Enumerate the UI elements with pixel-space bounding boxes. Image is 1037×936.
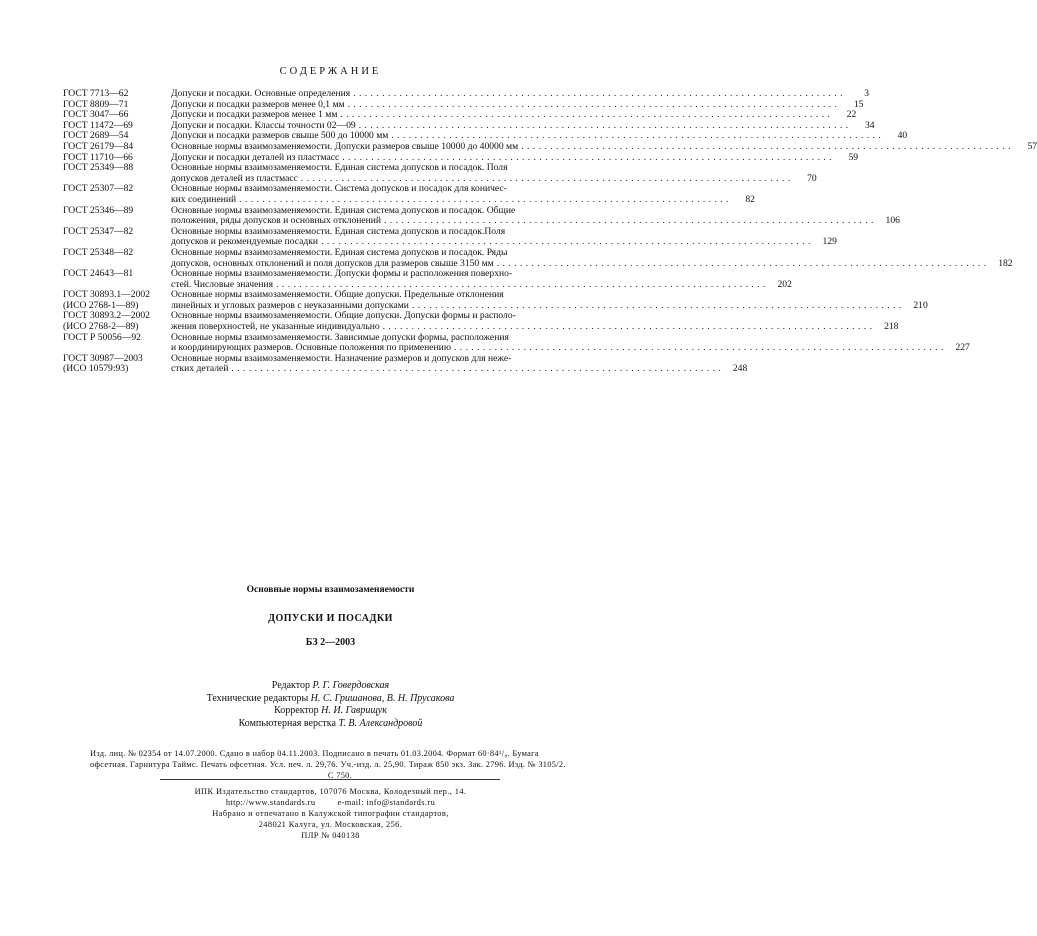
publisher-footer — [0, 786, 661, 841]
toc-entry-title-line: Основные нормы взаимозаменяемости. Допуски формы и расположения поверхно- — [171, 268, 513, 280]
toc-entry-title-line: Основные нормы взаимозаменяемости. Единая система допусков и посадок. Поля — [171, 162, 508, 174]
toc-entry-page[interactable]: 3 — [864, 88, 869, 99]
publisher-contacts — [0, 797, 661, 808]
toc-leader-dots: . . . . . . . . . . . . . . . . . . . . . . . . . . . . . . . . . . . . . . . . . . . . . . . . . . . . . . . . . . . . . . . . . . . . . . . . . . . . . . . . . . . . . — [342, 151, 833, 163]
toc-entry-code: ГОСТ 25347—82 — [63, 225, 134, 237]
toc-entry-page[interactable]: 129 — [822, 236, 837, 248]
toc-entry-code: ГОСТ 25307—82 — [63, 183, 134, 195]
license-number: ПЛР № 040138 — [301, 831, 360, 840]
toc-entry-code: ГОСТ Р 50056—92 — [63, 331, 141, 343]
toc-entry-code: ГОСТ 30893.1—2002 (ИСО 2768-1—89) — [63, 289, 150, 311]
credits — [0, 680, 661, 730]
toc-leader-dots: . . . . . . . . . . . . . . . . . . . . . . . . . . . . . . . . . . . . . . . . . . . . . . . . . . . . . . . . . . . . . . . . . . . . . . . . . . . . . . . . . . . . . — [340, 109, 831, 121]
toc-entry-title: допусков, основных отклонений и поля допусков для размеров свыше 3150 мм — [171, 257, 494, 269]
toc-entry-title: Допуски и посадки размеров менее 0,1 мм — [171, 98, 345, 110]
toc-entry-title: положения, ряды допусков и основных отклонений — [171, 215, 382, 227]
toc-leader-dots: . . . . . . . . . . . . . . . . . . . . . . . . . . . . . . . . . . . . . . . . . . . . . . . . . . . . . . . . . . . . . . . . . . . . . . . . . . . . . . . . . . . . . — [391, 130, 882, 142]
toc-entry-title: и координирующих размеров. Основные положения по применению — [171, 342, 451, 354]
toc-entry — [63, 183, 755, 205]
toc-leader-dots: . . . . . . . . . . . . . . . . . . . . . . . . . . . . . . . . . . . . . . . . . . . . . . . . . . . . . . . . . . . . . . . . . . . . . . . . . . . . . . . . . . . . . — [382, 321, 873, 333]
toc-entry-title: жения поверхностей, не указанные индивидуально — [171, 321, 380, 333]
toc-leader-dots: . . . . . . . . . . . . . . . . . . . . . . . . . . . . . . . . . . . . . . . . . . . . . . . . . . . . . . . . . . . . . . . . . . . . . . . . . . . . . . . . . . . . . — [321, 236, 811, 248]
printer-line: Набрано и отпечатано в Калужской типографии стандартов, — [212, 809, 449, 818]
toc-leader-dots: . . . . . . . . . . . . . . . . . . . . . . . . . . . . . . . . . . . . . . . . . . . . . . . . . . . . . . . . . . . . . . . . . . . . . . . . . . . . . . . . . . . . . — [521, 140, 1012, 152]
toc-entry-title-line: Основные нормы взаимозаменяемости. Зависимые допуски формы, расположения — [171, 331, 509, 343]
toc-entry-page[interactable]: 59 — [848, 151, 859, 163]
toc-entry-page[interactable]: 15 — [853, 98, 864, 110]
toc-leader-dots: . . . . . . . . . . . . . . . . . . . . . . . . . . . . . . . . . . . . . . . . . . . . . . . . . . . . . . . . . . . . . . . . . . . . . . . . . . . . . . . . . . . . . — [239, 193, 729, 205]
toc-entry-title-line: Основные нормы взаимозаменяемости. Общие допуски. Допуски формы и располо- — [171, 310, 516, 322]
series-title: Основные нормы взаимозаменяемости — [246, 585, 415, 595]
toc-entry — [63, 162, 817, 184]
toc-entry-page[interactable]: 202 — [777, 278, 792, 290]
toc-entry-title-line: Основные нормы взаимозаменяемости. Единая система допусков и посадок. Ряды — [171, 246, 508, 258]
toc-entry-title-line: Основные нормы взаимозаменяемости. Единая система допусков и посадок.Поля — [171, 225, 506, 237]
toc-entry-title-line: Основные нормы взаимозаменяемости. Единая система допусков и посадок. Общие — [171, 204, 516, 216]
toc-leader-dots: . . . . . . . . . . . . . . . . . . . . . . . . . . . . . . . . . . . . . . . . . . . . . . . . . . . . . . . . . . . . . . . . . . . . . . . . . . . . . . . . . . . . . — [300, 172, 791, 184]
toc-entry — [63, 289, 928, 311]
toc-entry-page[interactable]: 218 — [884, 321, 899, 333]
toc-entry-title-line: Основные нормы взаимозаменяемости. Система допусков и посадок для коничес- — [171, 183, 507, 195]
pub-info-line-3: С 750. — [327, 771, 353, 780]
toc-leader-dots: . . . . . . . . . . . . . . . . . . . . . . . . . . . . . . . . . . . . . . . . . . . . . . . . . . . . . . . . . . . . . . . . . . . . . . . . . . . . . . . . . . . . . — [384, 215, 874, 227]
toc-entry-title: Допуски и посадки деталей из пластмасс — [171, 151, 340, 163]
toc-entry-page[interactable]: 106 — [885, 215, 900, 227]
toc-entry-page[interactable]: 34 — [864, 119, 875, 131]
toc-entry-title: линейных и угловых размеров с неуказанными допусками — [171, 299, 409, 311]
divider — [160, 779, 500, 780]
toc-leader-dots: . . . . . . . . . . . . . . . . . . . . . . . . . . . . . . . . . . . . . . . . . . . . . . . . . . . . . . . . . . . . . . . . . . . . . . . . . . . . . . . . . . . . . — [347, 98, 838, 110]
toc-entry-title-line: Основные нормы взаимозаменяемости. Назначение размеров и допусков для неже- — [171, 352, 512, 364]
toc-entry-code: ГОСТ 26179—84 — [63, 140, 134, 152]
toc-entry-page[interactable]: 57 — [1027, 140, 1037, 152]
printer-address: 248021 Калуга, ул. Московская, 256. — [258, 820, 403, 829]
table-of-contents — [63, 88, 1037, 375]
toc-entry-code: ГОСТ 11710—66 — [63, 151, 133, 163]
publisher-website[interactable]: http://www.standards.ru — [225, 798, 316, 807]
toc-entry-title: стей. Числовые значения — [171, 278, 274, 290]
toc-entry — [63, 331, 970, 354]
toc-entry — [63, 268, 792, 290]
credit-proofreader: Корректор Н. И. Гаврищук — [274, 705, 387, 716]
toc-entry-page[interactable]: 248 — [732, 363, 748, 375]
toc-entry-title: Основные нормы взаимозаменяемости. Допуски размеров свыше 10000 до 40000 мм — [171, 140, 519, 152]
toc-leader-dots: . . . . . . . . . . . . . . . . . . . . . . . . . . . . . . . . . . . . . . . . . . . . . . . . . . . . . . . . . . . . . . . . . . . . . . . . . . . . . . . . . . . . . — [353, 88, 843, 99]
toc-entry — [63, 88, 869, 100]
toc-entry-code: ГОСТ 11472—69 — [63, 119, 133, 131]
toc-entry-code: ГОСТ 3047—66 — [63, 109, 129, 121]
toc-entry-page[interactable]: 40 — [897, 130, 908, 142]
toc-entry-page[interactable]: 210 — [913, 299, 928, 311]
contents-heading: СОДЕРЖАНИЕ — [279, 66, 382, 77]
toc-entry-code: ГОСТ 30987—2003 (ИСО 10579:93) — [63, 352, 143, 375]
toc-entry — [63, 352, 748, 375]
toc-entry-title: Допуски и посадки размеров менее 1 мм — [171, 109, 338, 121]
toc-entry-title: стких деталей — [171, 363, 229, 375]
toc-entry-code: ГОСТ 30893.2—2002 (ИСО 2768-2—89) — [63, 310, 150, 333]
publisher-email[interactable]: e-mail: info@standards.ru — [337, 798, 436, 807]
toc-entry-page[interactable]: 182 — [998, 257, 1013, 269]
publication-code: БЗ 2—2003 — [305, 637, 356, 648]
toc-entry-page[interactable]: 227 — [955, 342, 970, 354]
publication-title: ДОПУСКИ И ПОСАДКИ — [268, 613, 393, 624]
toc-leader-dots: . . . . . . . . . . . . . . . . . . . . . . . . . . . . . . . . . . . . . . . . . . . . . . . . . . . . . . . . . . . . . . . . . . . . . . . . . . . . . . . . . . . . . — [411, 299, 902, 311]
toc-entry-title: Допуски и посадки размеров свыше 500 до 10000 мм — [171, 130, 389, 142]
toc-entry-code: ГОСТ 25349—88 — [63, 162, 134, 174]
toc-entry-title: допусков деталей из пластмасс — [171, 172, 298, 184]
toc-entry-code: ГОСТ 7713—62 — [63, 88, 129, 99]
credit-layout: Компьютерная верстка Т. В. Александровой — [238, 717, 423, 729]
toc-entry-title: допусков и рекомендуемые посадки — [171, 236, 319, 248]
toc-entry-code: ГОСТ 2689—54 — [63, 130, 129, 142]
toc-entry — [63, 246, 1013, 269]
toc-entry-page[interactable]: 22 — [846, 109, 857, 121]
publication-info — [90, 748, 590, 781]
toc-entry — [63, 140, 1037, 153]
toc-leader-dots: . . . . . . . . . . . . . . . . . . . . . . . . . . . . . . . . . . . . . . . . . . . . . . . . . . . . . . . . . . . . . . . . . . . . . . . . . . . . . . . . . . . . . — [496, 257, 987, 269]
credit-editor: Редактор Р. Г. Говердовская — [271, 680, 390, 691]
pub-info-line-2: офсетная. Гарнитура Таймс. Печать офсетная. Усл. печ. л. 29,76. Уч.-изд. л. 25,90. Тираж 850 экз. Зак. 2796. Изд. № 3105/2. — [90, 760, 566, 769]
toc-leader-dots: . . . . . . . . . . . . . . . . . . . . . . . . . . . . . . . . . . . . . . . . . . . . . . . . . . . . . . . . . . . . . . . . . . . . . . . . . . . . . . . . . . . . . — [358, 119, 849, 131]
toc-entry — [63, 204, 900, 227]
toc-entry-code: ГОСТ 24643—81 — [63, 268, 134, 280]
publisher-address: ИПК Издательство стандартов, 107076 Москва, Колодезный пер., 14. — [194, 787, 467, 796]
toc-entry-code: ГОСТ 25348—82 — [63, 246, 134, 258]
toc-leader-dots: . . . . . . . . . . . . . . . . . . . . . . . . . . . . . . . . . . . . . . . . . . . . . . . . . . . . . . . . . . . . . . . . . . . . . . . . . . . . . . . . . . . . . — [454, 342, 944, 354]
toc-leader-dots: . . . . . . . . . . . . . . . . . . . . . . . . . . . . . . . . . . . . . . . . . . . . . . . . . . . . . . . . . . . . . . . . . . . . . . . . . . . . . . . . . . . . . — [276, 278, 766, 290]
pub-info-line-1: Изд. лиц. № 02354 от 14.07.2000. Сдано в набор 04.11.2003. Подписано в печать 01.03.2004. Формат 60·84¹/₈. Бумага — [90, 749, 539, 758]
credit-technical-editors: Технические редакторы Н. С. Гришанова, В. Н. Прусакова — [206, 692, 455, 704]
toc-entry-page[interactable]: 70 — [807, 172, 817, 184]
toc-entry-page[interactable]: 82 — [745, 193, 755, 205]
toc-entry-code: ГОСТ 25346—89 — [63, 204, 134, 216]
toc-entry-code: ГОСТ 8809—71 — [63, 98, 129, 110]
toc-entry — [63, 310, 899, 333]
toc-entry-title-line: Основные нормы взаимозаменяемости. Общие допуски. Предельные отклонения — [171, 289, 504, 301]
toc-entry-title: Допуски и посадки. Основные определения — [171, 88, 351, 99]
toc-entry-title: Допуски и посадки. Классы точности 02—09 — [171, 119, 356, 131]
toc-entry — [63, 225, 837, 248]
toc-leader-dots: . . . . . . . . . . . . . . . . . . . . . . . . . . . . . . . . . . . . . . . . . . . . . . . . . . . . . . . . . . . . . . . . . . . . . . . . . . . . . . . . . . . . . — [231, 363, 722, 375]
toc-entry-title: ких соединений — [171, 193, 237, 205]
